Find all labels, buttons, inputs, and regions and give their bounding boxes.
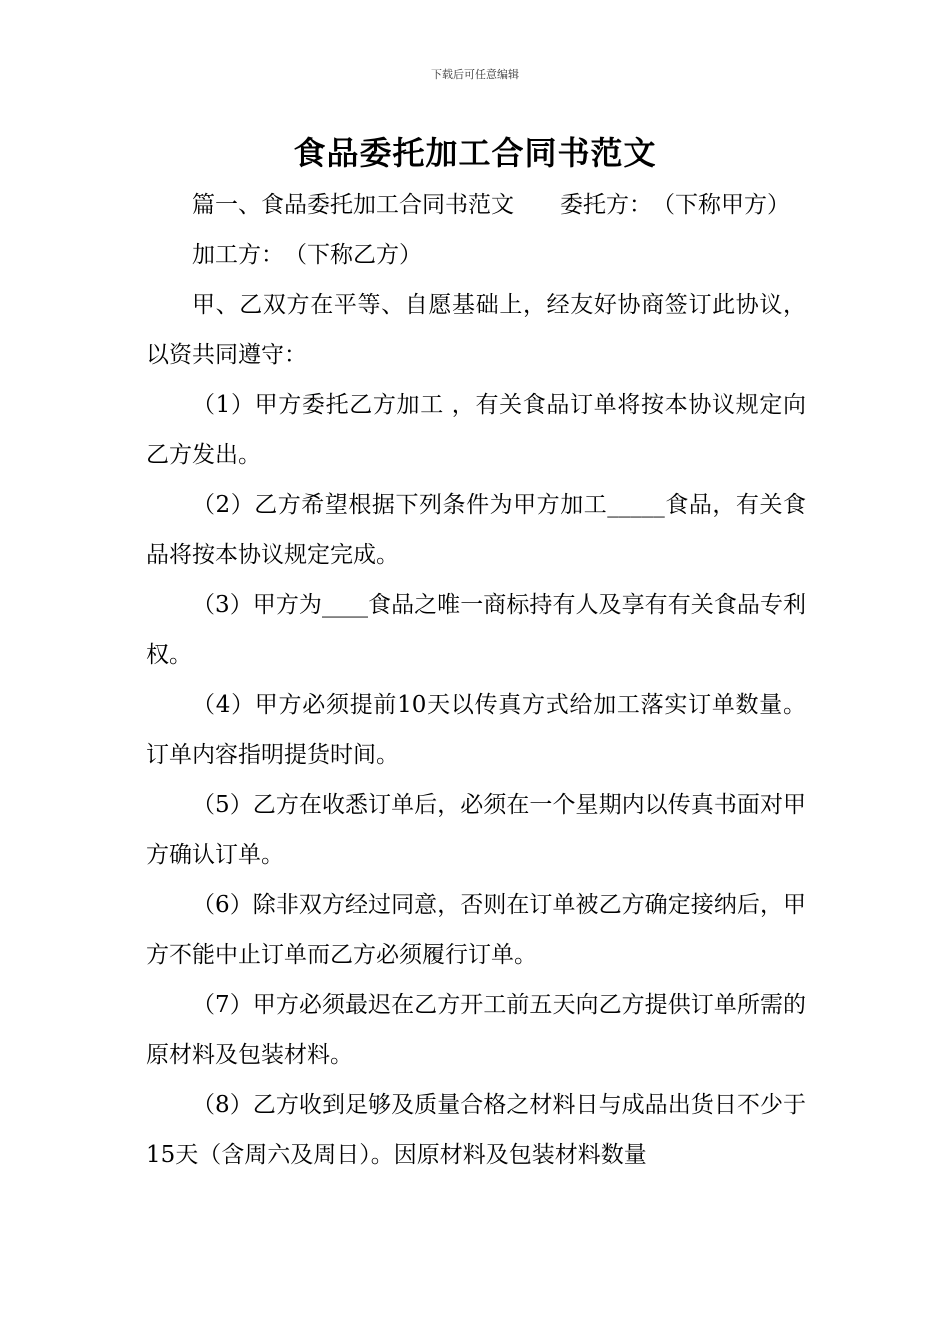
header-note: 下载后可任意编辑 — [431, 68, 519, 81]
clause-5: （5）乙方在收悉订单后，必须在一个星期内以传真书面对甲方确认订单。 — [146, 792, 806, 868]
paragraph-processor: 加工方： （下称乙方） — [192, 242, 422, 268]
clause-1: （1）甲方委托乙方加工 ，有关食品订单将按本协议规定向乙方发出。 — [146, 392, 806, 468]
paragraph-intro: 篇一、食品委托加工合同书范文 委托方： （下称甲方） — [192, 192, 790, 218]
document-title: 食品委托加工合同书范文 — [293, 134, 657, 172]
clause-2: （2）乙方希望根据下列条件为甲方加工_____食品，有关食品将按本协议规定完成。 — [146, 492, 806, 568]
paragraph-agreement: 甲、乙双方在平等、自愿基础上，经友好协商签订此协议，以资共同遵守： — [146, 292, 806, 368]
clause-8: （8）乙方收到足够及质量合格之材料日与成品出货日不少于15天（含周六及周日）。因原材料及包装材料数量 — [146, 1092, 806, 1168]
document-body — [146, 180, 806, 1180]
clause-4: （4）甲方必须提前10天以传真方式给加工落实订单数量。订单内容指明提货时间。 — [146, 692, 806, 768]
clause-3: （3）甲方为____食品之唯一商标持有人及享有有关食品专利权。 — [146, 592, 806, 668]
clause-7: （7）甲方必须最迟在乙方开工前五天向乙方提供订单所需的原材料及包装材料。 — [146, 992, 806, 1068]
clause-6: （6）除非双方经过同意，否则在订单被乙方确定接纳后，甲方不能中止订单而乙方必须履行订单。 — [146, 892, 806, 968]
